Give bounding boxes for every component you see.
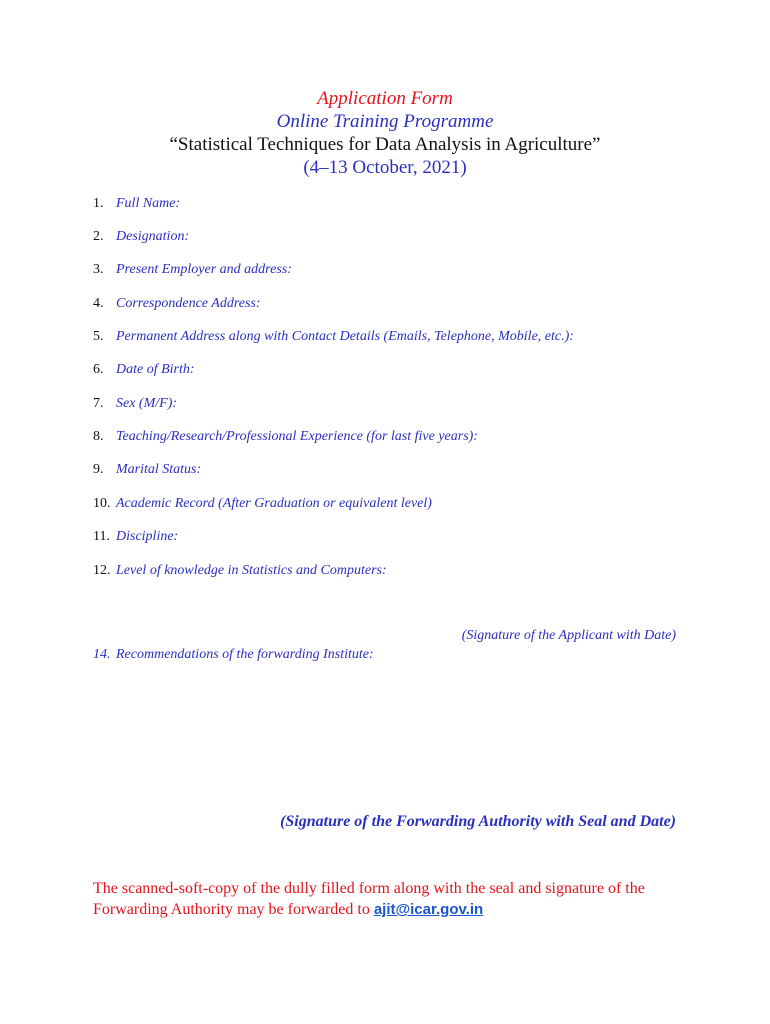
course-dates: (4–13 October, 2021): [303, 157, 467, 178]
submission-note: [93, 878, 693, 920]
field-number: 12.: [93, 563, 111, 578]
field-label: Teaching/Research/Professional Experience (for last five years):: [116, 429, 478, 444]
field-number: 14.: [93, 647, 111, 662]
field-date-of-birth: [93, 361, 195, 379]
field-designation: [93, 228, 189, 246]
applicant-signature-label: (Signature of the Applicant with Date): [461, 628, 676, 643]
field-marital-status: [93, 461, 201, 479]
field-present-employer: [93, 261, 292, 279]
field-number: 9.: [93, 462, 104, 477]
programme-subtitle: Online Training Programme: [276, 111, 494, 132]
field-label: Recommendations of the forwarding Institute:: [116, 647, 374, 662]
field-label: Sex (M/F):: [116, 396, 178, 411]
submission-note-text: The scanned-soft-copy of the dully filled form along with the seal and signature of the Forwarding Authority may be forwarded to: [93, 880, 645, 918]
field-label: Full Name:: [116, 196, 181, 211]
field-label: Date of Birth:: [116, 362, 195, 377]
field-experience: [93, 428, 478, 446]
field-label: Marital Status:: [116, 462, 202, 477]
field-number: 2.: [93, 229, 104, 244]
forwarding-signature-label: (Signature of the Forwarding Authority with Seal and Date): [280, 813, 676, 830]
field-number: 7.: [93, 396, 104, 411]
field-sex: [93, 395, 177, 413]
email-link[interactable]: ajit@icar.gov.in: [373, 901, 484, 918]
course-title: “Statistical Techniques for Data Analysis in Agriculture”: [169, 134, 601, 155]
field-full-name: [93, 195, 180, 213]
field-discipline: [93, 528, 178, 546]
field-label: Discipline:: [116, 529, 179, 544]
field-label: Level of knowledge in Statistics and Computers:: [116, 563, 387, 578]
form-title: Application Form: [317, 88, 453, 109]
field-number: 4.: [93, 296, 104, 311]
field-number: 11.: [93, 529, 110, 544]
field-number: 8.: [93, 429, 104, 444]
field-academic-record: [93, 495, 432, 513]
field-number: 1.: [93, 196, 104, 211]
field-permanent-address: [93, 328, 574, 346]
field-number: 10.: [93, 496, 111, 511]
field-number: 5.: [93, 329, 104, 344]
field-label: Present Employer and address:: [116, 262, 292, 277]
field-number: 3.: [93, 262, 104, 277]
field-correspondence-address: [93, 295, 261, 313]
field-label: Correspondence Address:: [116, 296, 261, 311]
field-number: 6.: [93, 362, 104, 377]
field-label: Designation:: [116, 229, 190, 244]
field-label: Permanent Address along with Contact Details (Emails, Telephone, Mobile, etc.):: [116, 329, 574, 344]
field-recommendations: [93, 646, 374, 664]
field-knowledge-level: [93, 562, 387, 580]
field-label: Academic Record (After Graduation or equivalent level): [116, 496, 432, 511]
